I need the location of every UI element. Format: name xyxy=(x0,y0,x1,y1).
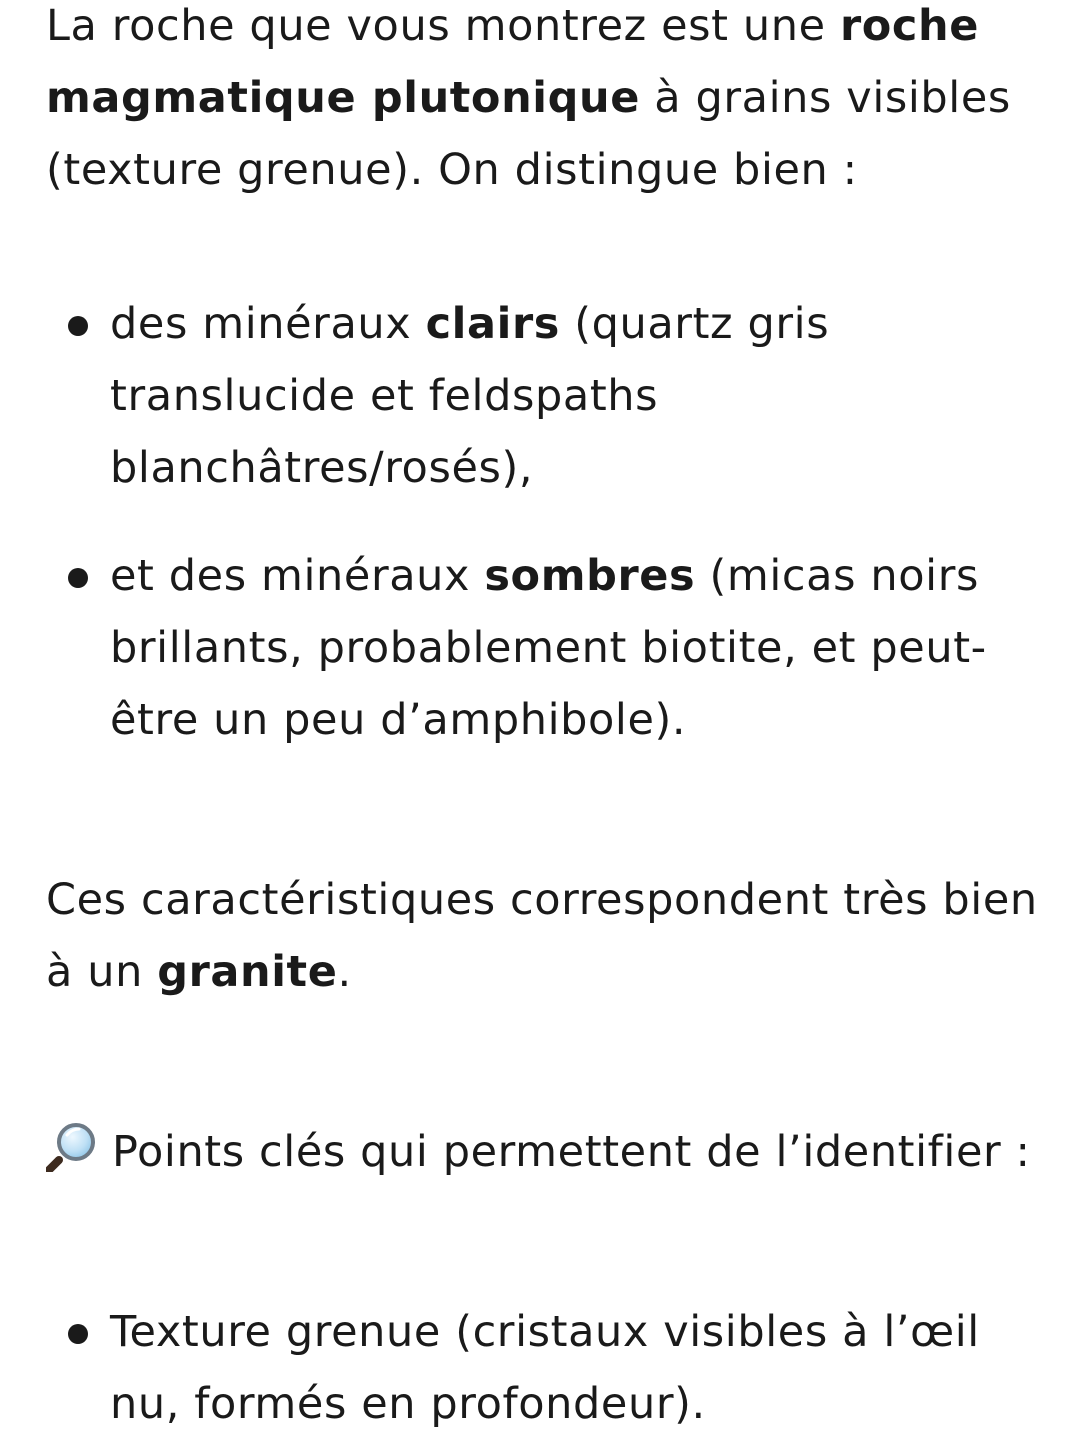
bullet-icon xyxy=(68,568,88,588)
conclusion-bold: granite xyxy=(157,947,338,997)
list-item-text-after: (quartz gris translucide et feldspaths blanchâtres/rosés), xyxy=(110,299,830,493)
conclusion-text-1: Ces caractéristiques correspondent très bien à un xyxy=(46,875,1038,997)
list-item xyxy=(46,1296,1056,1440)
conclusion-paragraph xyxy=(46,864,1056,1008)
intro-text-2: à grains visibles (texture grenue). On distingue bien : xyxy=(46,73,1011,195)
list-item-text-after: (micas noirs brillants, probablement biotite, et peut-être un peu d’amphibole). xyxy=(110,551,987,745)
key-points-list xyxy=(46,1296,1056,1440)
intro-text-1: La roche que vous montrez est une xyxy=(46,1,840,51)
list-item-text-before: des minéraux xyxy=(110,299,426,349)
intro-bold: roche magmatique plutonique xyxy=(46,1,979,123)
key-points-heading-text: Points clés qui permettent de l’identifier : xyxy=(112,1127,1031,1177)
bullet-icon xyxy=(68,316,88,336)
intro-paragraph xyxy=(46,0,1056,206)
magnifying-glass-icon xyxy=(46,1120,98,1172)
chat-message xyxy=(46,0,1056,1440)
list-item-text-before: et des minéraux xyxy=(110,551,485,601)
conclusion-text-2: . xyxy=(337,947,352,997)
list-item-bold: clairs xyxy=(425,299,560,349)
list-item xyxy=(46,288,1056,504)
key-points-heading xyxy=(46,1116,1056,1188)
minerals-list xyxy=(46,288,1056,756)
bullet-icon xyxy=(68,1324,88,1344)
list-item-text: Texture grenue (cristaux visibles à l’œil nu, formés en profondeur). xyxy=(110,1307,980,1429)
list-item-bold: sombres xyxy=(484,551,696,601)
list-item xyxy=(46,540,1056,756)
